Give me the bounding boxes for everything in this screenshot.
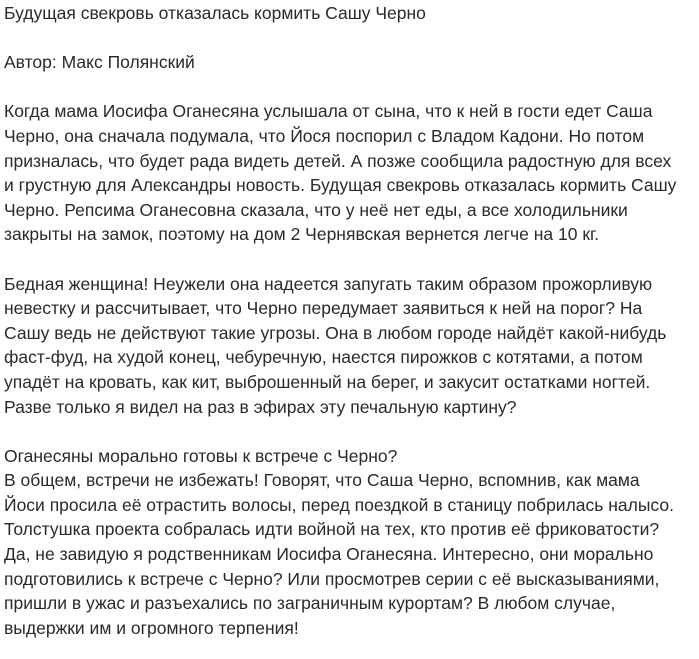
spacer [4, 75, 699, 100]
paragraph-1 [4, 99, 699, 247]
paragraph-line: подготовились к встрече с Черно? Или просмотрев серии с её высказываниями, [4, 568, 660, 589]
paragraph-3 [4, 444, 699, 641]
paragraph-line: Толстушка проекта собралась идти войной на тех, кто против её фриковатости? [4, 519, 660, 540]
paragraph-line: Сашу ведь не действуют такие угрозы. Она в любом городе найдёт какой-нибудь [4, 322, 667, 343]
paragraph-line: фаст-фуд, на худой конец, чебуречную, наестся пирожков с котятами, а потом [4, 347, 643, 368]
spacer [4, 247, 699, 272]
paragraph-line: пришли в ужас и разъехались по заграничным курортам? В любом случае, [4, 593, 616, 614]
paragraph-line: Черно, она сначала подумала, что Йося поспорил с Владом Кадони. Но потом [4, 125, 645, 146]
paragraph-line: В общем, встречи не избежать! Говорят, что Саша Черно, вспомнив, как мама [4, 470, 640, 491]
paragraph-line: Разве только я видел на раз в эфирах эту печальную картину? [4, 396, 517, 417]
paragraph-line: Оганесяны морально готовы к встрече с Черно? [4, 445, 398, 466]
paragraph-line: Черно. Репсима Оганесовна сказала, что у неё нет еды, а все холодильники [4, 199, 628, 220]
paragraph-line: и грустную для Александры новость. Будущая свекровь отказалась кормить Сашу [4, 175, 677, 196]
paragraph-line: Когда мама Иосифа Оганесяна услышала от сына, что к ней в гости едет Саша [4, 101, 653, 122]
paragraph-line: призналась, что будет рада видеть детей. А позже сообщила радостную для всех [4, 150, 672, 171]
paragraph-line: Йоси просила её отрастить волосы, перед поездкой в станицу побрилась налысо. [4, 494, 674, 515]
paragraph-2 [4, 272, 699, 420]
paragraph-line: упадёт на кровать, как кит, выброшенный на берег, и закусит остатками ногтей. [4, 371, 651, 392]
paragraph-line: Бедная женщина! Неужели она надеется запугать таким образом прожорливую [4, 273, 653, 294]
paragraph-line: невестку и рассчитывает, что Черно передумает заявиться к ней на порог? На [4, 298, 643, 319]
article-title: Будущая свекровь отказалась кормить Сашу Черно [4, 3, 426, 23]
spacer [4, 419, 699, 444]
paragraph-line: закрыты на замок, поэтому на дом 2 Чернявская вернется легче на 10 кг. [4, 224, 600, 245]
spacer [4, 26, 699, 51]
article-author: Автор: Макс Полянский [4, 52, 195, 73]
article [4, 0, 699, 640]
paragraph-line: Да, не завидую я родственникам Иосифа Оганесяна. Интересно, они морально [4, 544, 654, 565]
paragraph-line: выдержки им и огромного терпения! [4, 617, 299, 638]
